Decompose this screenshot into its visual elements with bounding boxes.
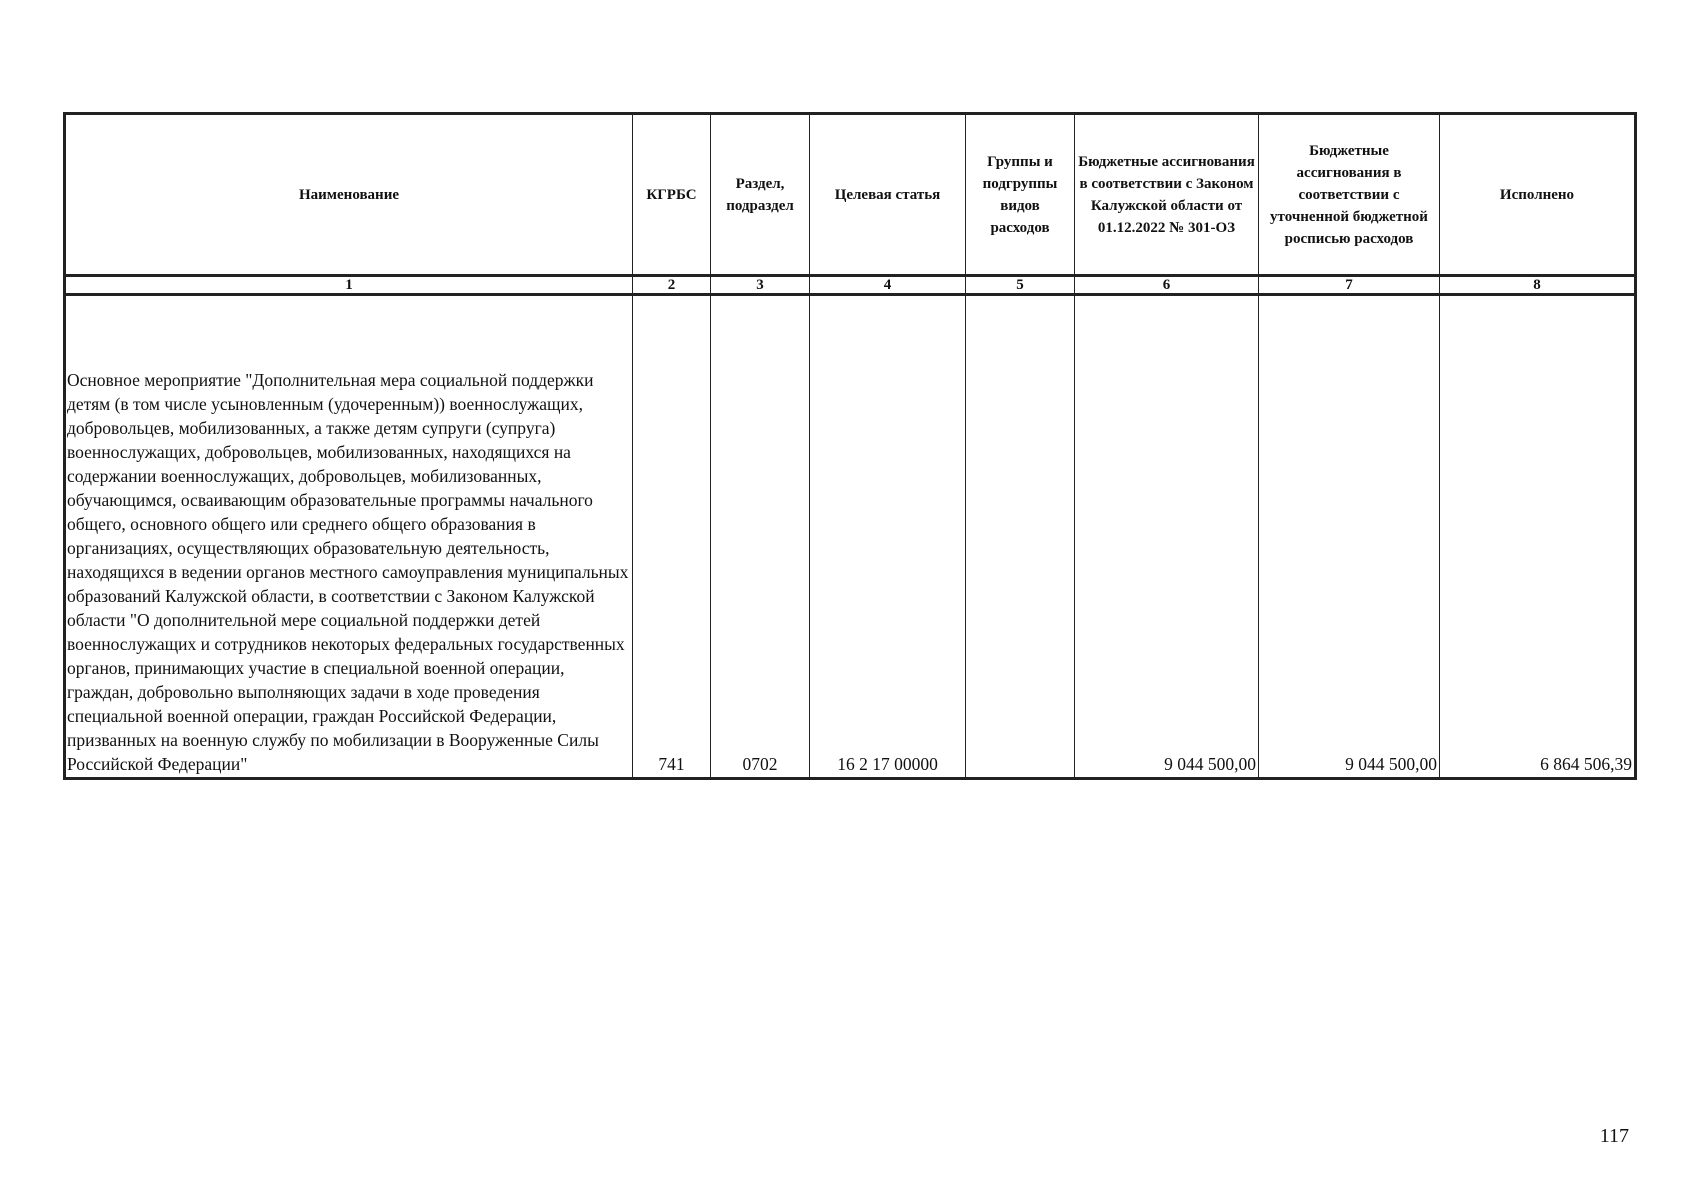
row-refined-amount: 9 044 500,00 (1259, 295, 1440, 779)
row-group (966, 295, 1075, 779)
row-executed: 6 864 506,39 (1440, 295, 1636, 779)
header-row (65, 114, 1636, 276)
budget-table (63, 112, 1637, 780)
header-group: Группы и подгруппы видов расходов (966, 114, 1075, 276)
column-number: 2 (633, 276, 711, 295)
header-kgrbs: КГРБС (633, 114, 711, 276)
column-number: 3 (711, 276, 810, 295)
column-number: 7 (1259, 276, 1440, 295)
row-target: 16 2 17 00000 (810, 295, 966, 779)
column-number: 4 (810, 276, 966, 295)
header-razdel: Раздел, подраздел (711, 114, 810, 276)
column-number-row (65, 276, 1636, 295)
column-number: 1 (65, 276, 633, 295)
table-row (65, 295, 1636, 779)
header-name: Наименование (65, 114, 633, 276)
page-number: 117 (1599, 1125, 1629, 1147)
header-refined-amount: Бюджетные ассигнования в соответствии с уточненной бюджетной росписью расходов (1259, 114, 1440, 276)
row-law-amount: 9 044 500,00 (1075, 295, 1259, 779)
column-number: 8 (1440, 276, 1636, 295)
row-name: Основное мероприятие "Дополнительная мера социальной поддержки детям (в том числе усыновленным (удочеренным)) военнослужащих, добровольцев, мобилизованных, а также детям супруги (супруга) военнослужащих, добровольцев, мобилизованных, находящихся на содержании военнослужащих, добровольцев, мобилизованных, обучающимся, осваивающим образовательные программы начального общего, основного общего или среднего общего образования в организациях, осуществляющих образовательную деятельность, находящихся в ведении органов местного самоуправления муниципальных образований Калужской области, в соответствии с Законом Калужской области "О дополнительной мере социальной поддержки детей военнослужащих и сотрудников некоторых федеральных государственных органов, принимающих участие в специальной военной операции, граждан, добровольно выполняющих задачи в ходе проведения специальной военной операции, граждан Российской Федерации, призванных на военную службу по мобилизации в Вооруженные Силы Российской Федерации" (65, 295, 633, 779)
row-razdel: 0702 (711, 295, 810, 779)
header-target: Целевая статья (810, 114, 966, 276)
header-executed: Исполнено (1440, 114, 1636, 276)
row-kgrbs: 741 (633, 295, 711, 779)
column-number: 6 (1075, 276, 1259, 295)
column-number: 5 (966, 276, 1075, 295)
header-law-amount: Бюджетные ассигнования в соответствии с Законом Калужской области от 01.12.2022 № 301-ОЗ (1075, 114, 1259, 276)
